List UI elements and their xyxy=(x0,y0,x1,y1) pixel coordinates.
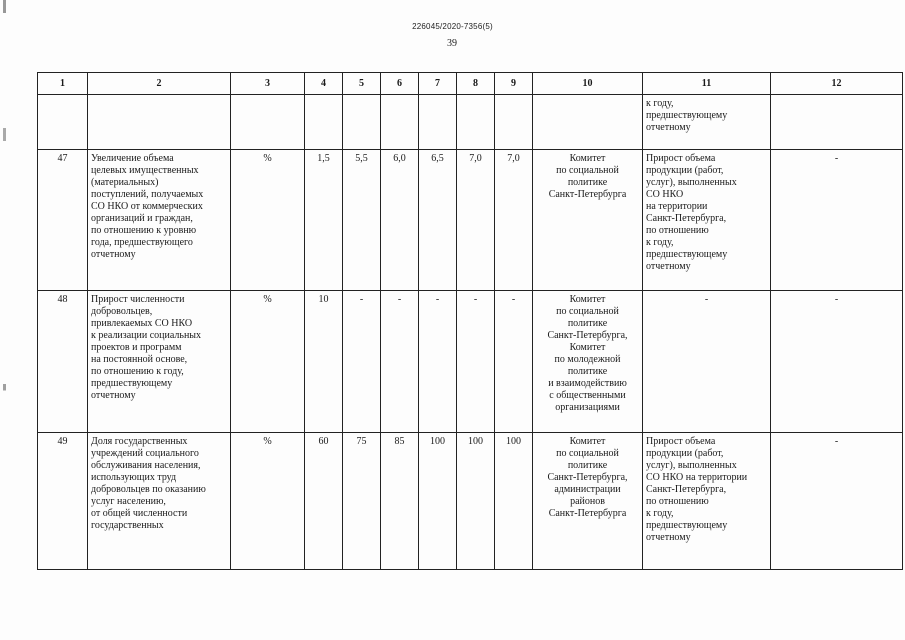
value-cell: 5,5 xyxy=(343,150,381,291)
result-cell: к году, предшествующему отчетному xyxy=(643,95,771,150)
column-header: 6 xyxy=(381,73,419,95)
column-header: 10 xyxy=(533,73,643,95)
column-header: 11 xyxy=(643,73,771,95)
executor-cell: Комитет по социальной политике Санкт-Петербурга xyxy=(533,150,643,291)
row-number: 49 xyxy=(38,433,88,570)
value-cell: 75 xyxy=(343,433,381,570)
value-cell: 7,0 xyxy=(457,150,495,291)
value-cell: 60 xyxy=(305,433,343,570)
column-header: 5 xyxy=(343,73,381,95)
executor-cell: Комитет по социальной политике Санкт-Петербурга, Комитет по молодежной политике и взаимодействию с общественными организациями xyxy=(533,291,643,433)
value-cell: - xyxy=(457,291,495,433)
indicator-name: Прирост численности добровольцев, привлекаемых СО НКО к реализации социальных проектов и программ на постоянной основе, по отношению к году, предшествующему отчетному xyxy=(88,291,231,433)
value-cell: 6,0 xyxy=(381,150,419,291)
row-number: 47 xyxy=(38,150,88,291)
result-cell: Прирост объема продукции (работ, услуг), выполненных СО НКО на территории Санкт-Петербурга, по отношению к году, предшествующему отчетному xyxy=(643,433,771,570)
indicator-name: Увеличение объема целевых имущественных (материальных) поступлений, получаемых СО НКО от коммерческих организаций и граждан, по отношению к уровню года, предшествующего отчетному xyxy=(88,150,231,291)
value-cell: 7,0 xyxy=(495,150,533,291)
note-cell: - xyxy=(771,291,903,433)
column-header: 2 xyxy=(88,73,231,95)
table-row xyxy=(38,291,903,433)
column-header: 7 xyxy=(419,73,457,95)
value-cell: - xyxy=(419,291,457,433)
value-cell: 1,5 xyxy=(305,150,343,291)
value-cell: 10 xyxy=(305,291,343,433)
row-number: 48 xyxy=(38,291,88,433)
table-row xyxy=(38,150,903,291)
value-cell: - xyxy=(381,291,419,433)
unit-cell: % xyxy=(231,150,305,291)
value-cell: 100 xyxy=(419,433,457,570)
scan-edge-artifact xyxy=(3,0,6,640)
page-number: 39 xyxy=(447,38,457,49)
indicator-name: Доля государственных учреждений социального обслуживания населения, использующих труд добровольцев по оказанию услуг населению, от общей численности государственных xyxy=(88,433,231,570)
document-id: 226045/2020-7356(5) xyxy=(412,22,493,31)
unit-cell: % xyxy=(231,291,305,433)
value-cell: - xyxy=(495,291,533,433)
column-header: 9 xyxy=(495,73,533,95)
result-cell: Прирост объема продукции (работ, услуг), выполненных СО НКО на территории Санкт-Петербурга, по отношению к году, предшествующему отчетному xyxy=(643,150,771,291)
column-header: 8 xyxy=(457,73,495,95)
result-cell: - xyxy=(643,291,771,433)
value-cell: 6,5 xyxy=(419,150,457,291)
column-header: 3 xyxy=(231,73,305,95)
column-header: 12 xyxy=(771,73,903,95)
indicators-table xyxy=(37,72,903,570)
column-header: 1 xyxy=(38,73,88,95)
column-header: 4 xyxy=(305,73,343,95)
table-row xyxy=(38,433,903,570)
note-cell: - xyxy=(771,150,903,291)
value-cell: - xyxy=(343,291,381,433)
table-row-continuation xyxy=(38,95,903,150)
note-cell: - xyxy=(771,433,903,570)
value-cell: 100 xyxy=(457,433,495,570)
executor-cell: Комитет по социальной политике Санкт-Петербурга, администрации районов Санкт-Петербурга xyxy=(533,433,643,570)
unit-cell: % xyxy=(231,433,305,570)
table-header-row xyxy=(38,73,903,95)
value-cell: 100 xyxy=(495,433,533,570)
value-cell: 85 xyxy=(381,433,419,570)
